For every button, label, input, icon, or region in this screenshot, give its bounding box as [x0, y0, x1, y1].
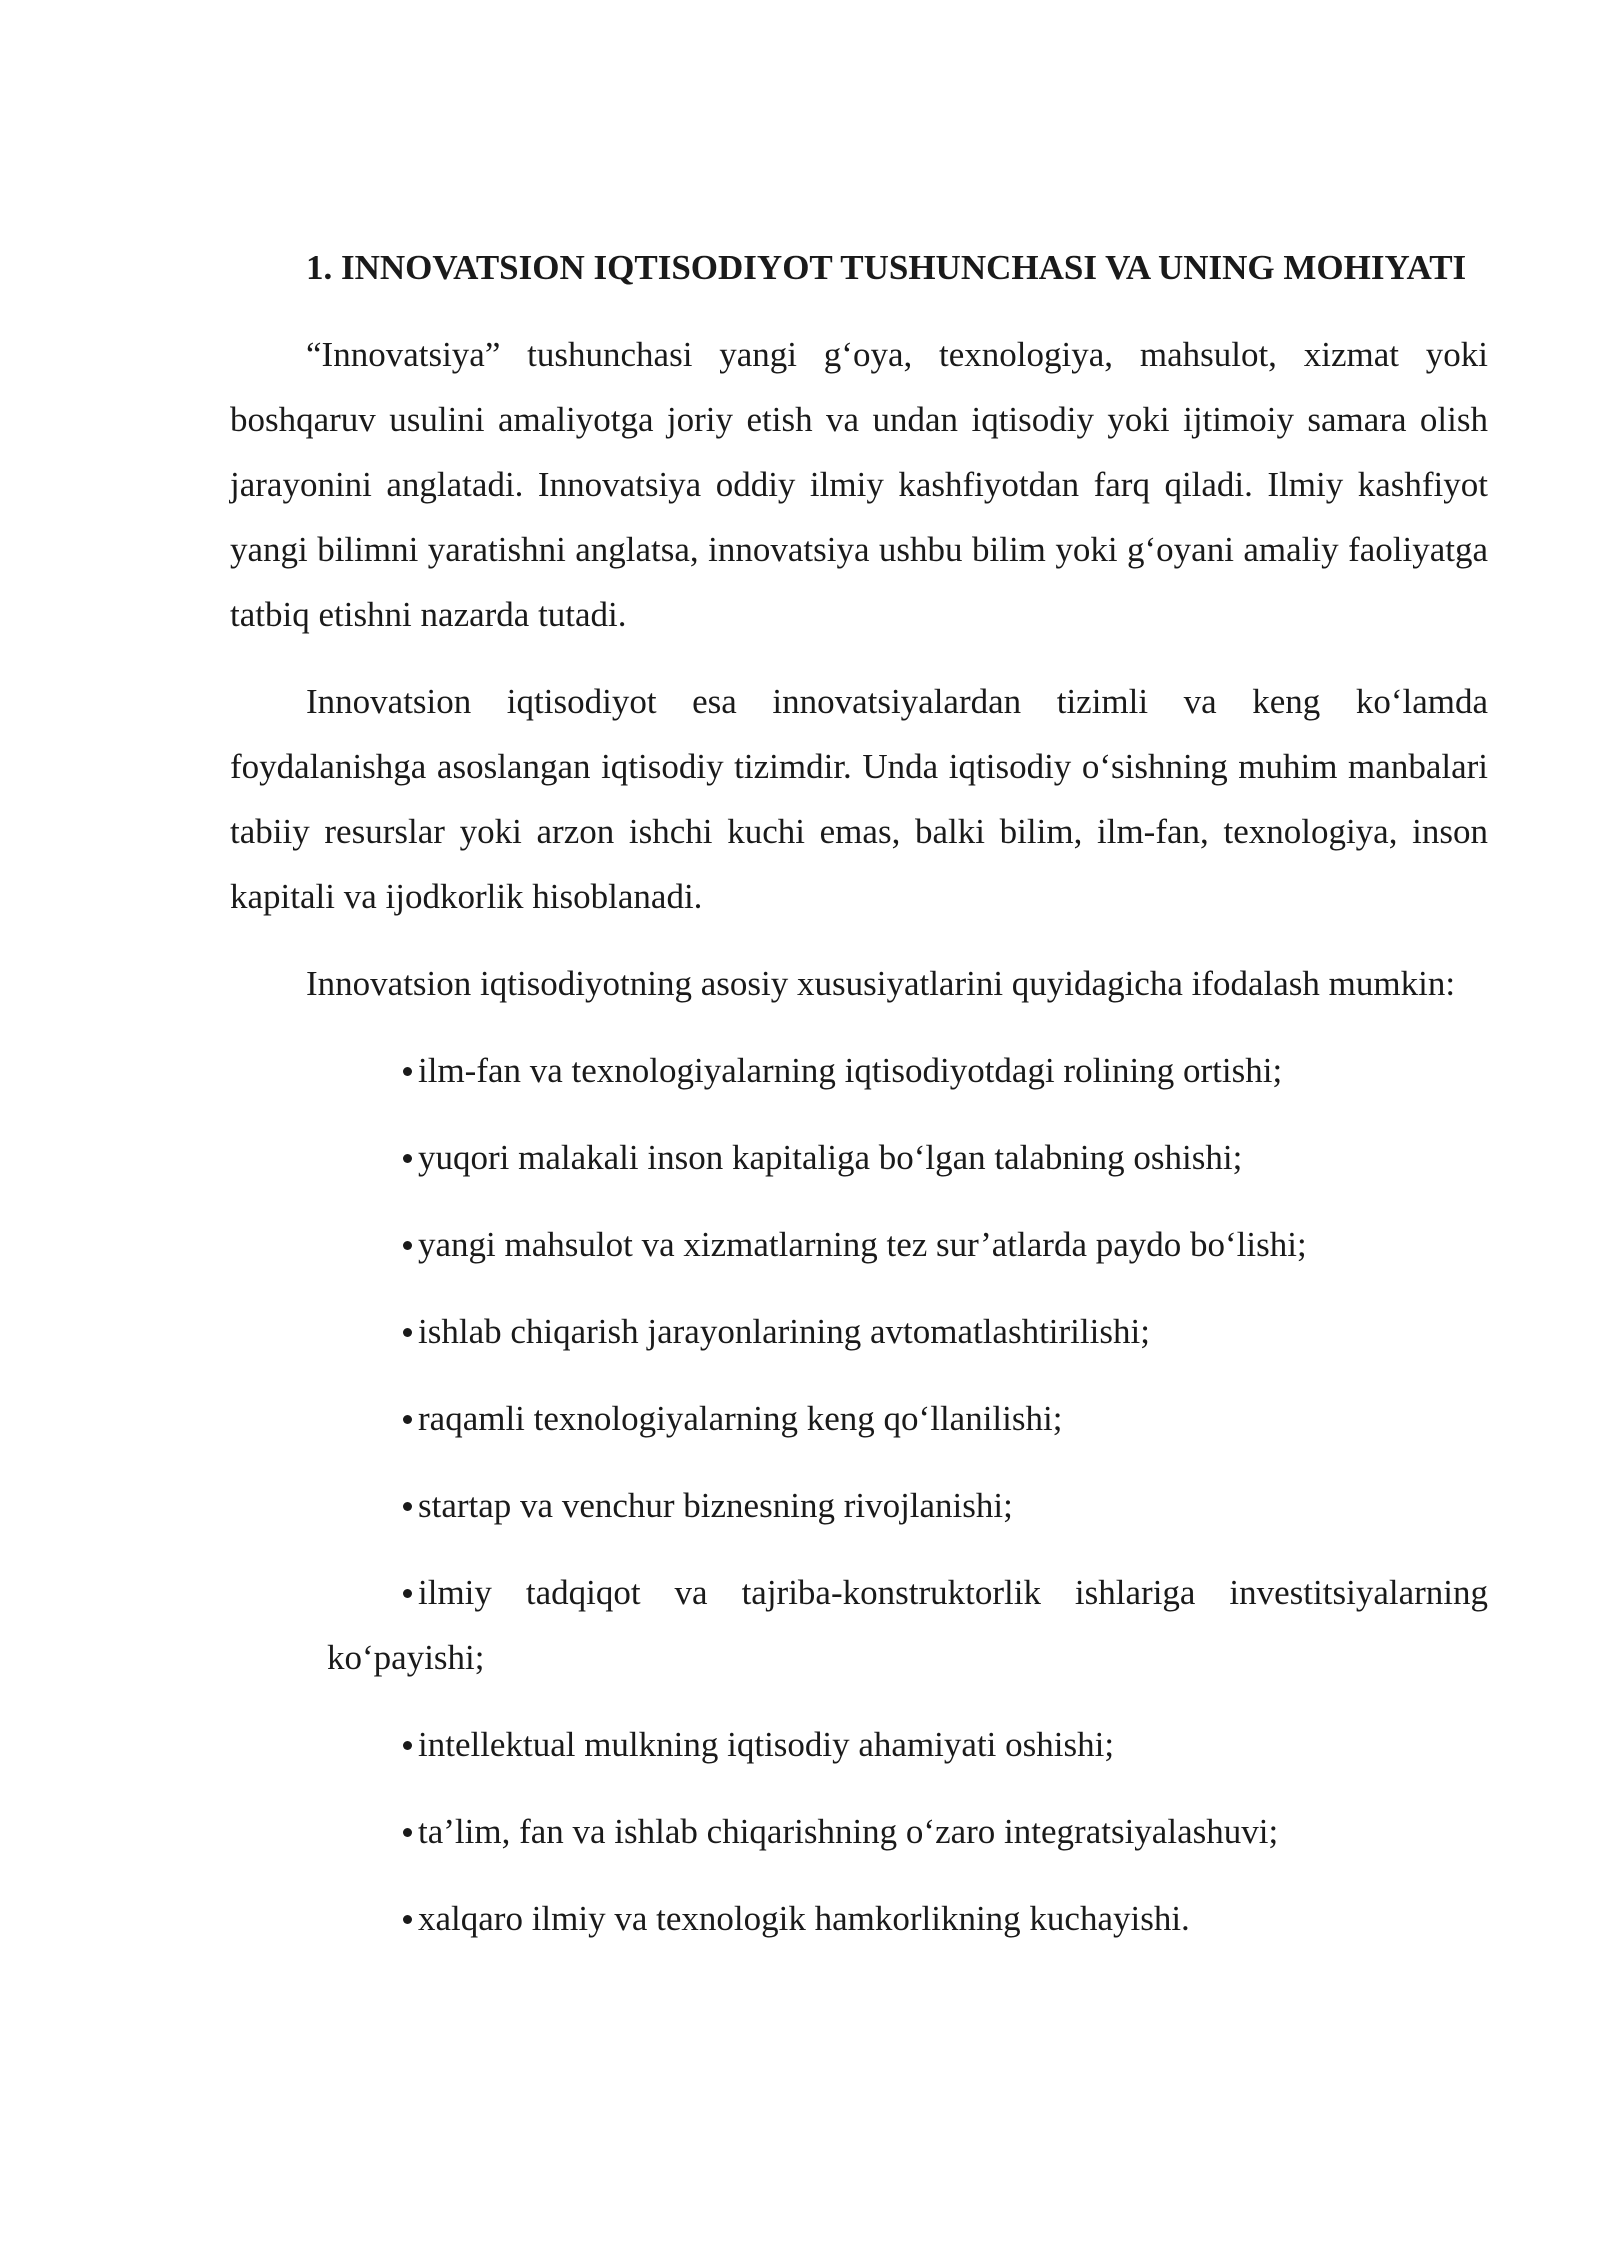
paragraph-innovative-economy: Innovatsion iqtisodiyot esa innovatsiyalardan tizimli va keng ko‘lamda foydalanishga asoslangan iqtisodiy tizimdir. Unda iqtisodiy o‘sishning muhim manbalari tabiiy resurslar yoki arzon ishchi kuchi emas, balki bilim, ilm-fan, texnologiya, inson kapitali va ijodkorlik hisoblanadi.	[230, 682, 1488, 916]
bullet-icon	[403, 1828, 412, 1837]
list-item-text: ilm-fan va texnologiyalarning iqtisodiyotdagi rolining ortishi;	[418, 1051, 1283, 1090]
list-item-text: yuqori malakali inson kapitaliga bo‘lgan talabning oshishi;	[418, 1138, 1243, 1177]
list-item	[327, 1473, 1488, 1538]
bullet-icon	[403, 1154, 412, 1163]
list-item	[327, 1799, 1488, 1864]
list-item-text: raqamli texnologiyalarning keng qo‘llanilishi;	[418, 1399, 1063, 1438]
document-page	[230, 235, 1488, 1973]
list-item-text: ilmiy tadqiqot va tajriba-konstruktorlik ishlariga investitsiyalarning ko‘payishi;	[327, 1573, 1488, 1677]
list-item	[327, 1712, 1488, 1777]
list-item-text: ta’lim, fan va ishlab chiqarishning o‘zaro integratsiyalashuvi;	[418, 1812, 1279, 1851]
list-item	[327, 1560, 1488, 1690]
list-item	[327, 1386, 1488, 1451]
bullet-icon	[403, 1741, 412, 1750]
section-heading: 1. INNOVATSION IQTISODIYOT TUSHUNCHASI VA UNING MOHIYATI	[306, 248, 1467, 287]
list-item-text: intellektual mulkning iqtisodiy ahamiyati oshishi;	[418, 1725, 1115, 1764]
bullet-icon	[403, 1241, 412, 1250]
list-item-text: startap va venchur biznesning rivojlanishi;	[418, 1486, 1013, 1525]
bullet-icon	[403, 1915, 412, 1924]
list-item-text: yangi mahsulot va xizmatlarning tez sur’atlarda paydo bo‘lishi;	[418, 1225, 1307, 1264]
paragraph-innovation-definition: “Innovatsiya” tushunchasi yangi g‘oya, texnologiya, mahsulot, xizmat yoki boshqaruv usulini amaliyotga joriy etish va undan iqtisodiy yoki ijtimoiy samara olish jarayonini anglatadi. Innovatsiya oddiy ilmiy kashfiyotdan farq qiladi. Ilmiy kashfiyot yangi bilimni yaratishni anglatsa, innovatsiya ushbu bilim yoki g‘oyani amaliy faoliyatga tatbiq etishni nazarda tutadi.	[230, 335, 1488, 634]
list-item	[327, 1125, 1488, 1190]
list-item	[327, 1299, 1488, 1364]
list-item	[327, 1212, 1488, 1277]
bullet-icon	[403, 1415, 412, 1424]
paragraph-features-intro: Innovatsion iqtisodiyotning asosiy xususiyatlarini quyidagicha ifodalash mumkin:	[306, 964, 1456, 1003]
list-item-text: ishlab chiqarish jarayonlarining avtomatlashtirilishi;	[418, 1312, 1150, 1351]
bullet-icon	[403, 1067, 412, 1076]
bullet-icon	[403, 1328, 412, 1337]
bullet-icon	[403, 1589, 412, 1598]
features-list	[230, 1038, 1488, 1951]
bullet-icon	[403, 1502, 412, 1511]
list-item	[327, 1038, 1488, 1103]
list-item-text: xalqaro ilmiy va texnologik hamkorlikning kuchayishi.	[418, 1899, 1190, 1938]
list-item	[327, 1886, 1488, 1951]
